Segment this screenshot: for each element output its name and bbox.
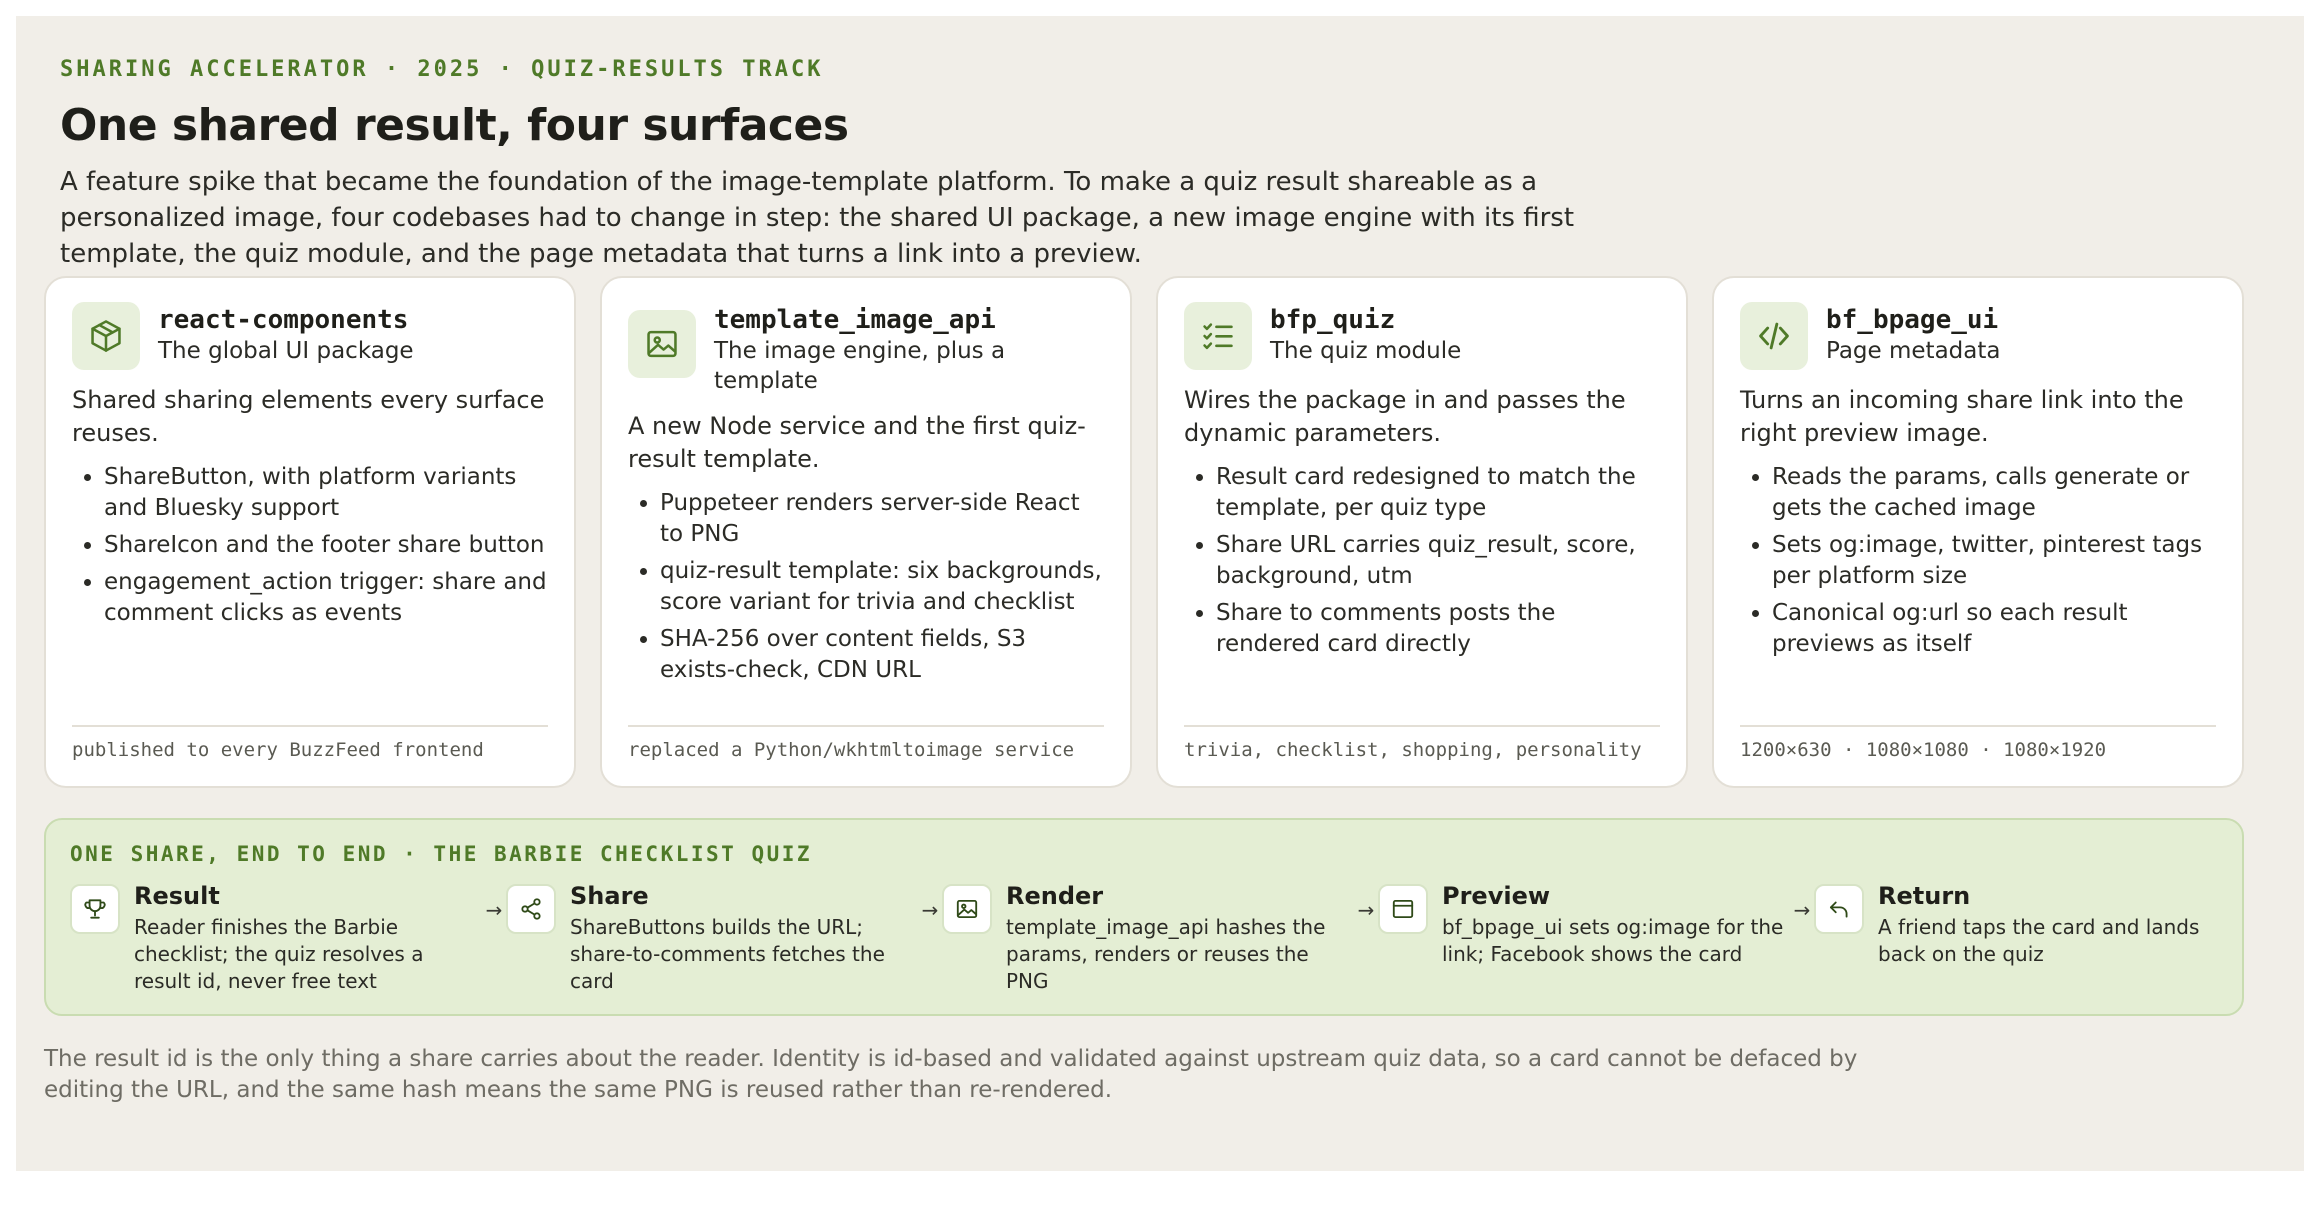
flow-arrow: → xyxy=(921,898,939,922)
eyebrow-label: SHARING ACCELERATOR · 2025 · QUIZ-RESULTS TRACK xyxy=(60,57,824,82)
step-text: bf_bpage_ui sets og:image for the link; Facebook shows the card xyxy=(1442,915,1784,966)
step-title: Preview xyxy=(1442,882,1551,910)
list-item: • Share to comments posts the rendered card directly xyxy=(1216,598,1660,660)
card-description: Turns an incoming share link into the right preview image. xyxy=(1740,386,2184,447)
step-text: template_image_api hashes the params, renders or reuses the PNG xyxy=(1006,915,1326,993)
step-title: Return xyxy=(1878,882,1971,910)
flow-step-return xyxy=(1814,884,2224,968)
card-name: template_image_api xyxy=(714,305,996,335)
step-text: ShareButtons builds the URL; share-to-comments fetches the card xyxy=(570,915,885,993)
page-title: One shared result, four surfaces xyxy=(60,100,849,151)
return-arrow-icon xyxy=(1814,884,1864,934)
package-icon xyxy=(72,302,140,370)
end-to-end-flow xyxy=(44,818,2244,1016)
card-footer: published to every BuzzFeed frontend xyxy=(72,725,548,764)
step-text: Reader finishes the Barbie checklist; the quiz resolves a result id, never free text xyxy=(134,915,424,993)
code-icon xyxy=(1740,302,1808,370)
card-bfp-quiz xyxy=(1156,276,1688,788)
flow-step-preview xyxy=(1378,884,1788,968)
checklist-icon xyxy=(1184,302,1252,370)
card-header xyxy=(1740,302,2216,370)
footnote: The result id is the only thing a share carries about the reader. Identity is id-based and validated against upstream quiz data, so a card cannot be defaced by editing the URL, and the same hash means the same PNG is reused rather than re-rendered. xyxy=(44,1046,1858,1103)
step-title: Result xyxy=(134,882,220,910)
card-subtitle: Page metadata xyxy=(1826,338,2001,364)
flow-step-render xyxy=(942,884,1352,995)
card-template-image-api xyxy=(600,276,1132,788)
list-item: • Sets og:image, twitter, pinterest tags per platform size xyxy=(1772,530,2216,592)
card-bullets xyxy=(1740,462,2216,660)
list-item: • SHA-256 over content fields, S3 exists-check, CDN URL xyxy=(660,624,1104,686)
card-description: Wires the package in and passes the dynamic parameters. xyxy=(1184,386,1626,447)
card-name: bfp_quiz xyxy=(1270,305,1396,335)
card-header xyxy=(628,302,1104,396)
share-icon xyxy=(506,884,556,934)
card-subtitle: The quiz module xyxy=(1270,338,1462,364)
browser-window-icon xyxy=(1378,884,1428,934)
list-item: • ShareIcon and the footer share button xyxy=(104,530,548,561)
list-item: • Share URL carries quiz_result, score, background, utm xyxy=(1216,530,1660,592)
list-item: • engagement_action trigger: share and comment clicks as events xyxy=(104,567,548,629)
card-description: Shared sharing elements every surface reuses. xyxy=(72,386,545,447)
card-header xyxy=(72,302,548,370)
step-title: Share xyxy=(570,882,649,910)
flow-arrow: → xyxy=(485,898,503,922)
card-bullets xyxy=(1184,462,1660,660)
codebase-cards xyxy=(44,276,2244,788)
card-subtitle: The global UI package xyxy=(158,338,414,364)
flow-step-share xyxy=(506,884,916,995)
step-text: A friend taps the card and lands back on the quiz xyxy=(1878,915,2200,966)
card-bullets xyxy=(72,462,548,629)
list-item: • Reads the params, calls generate or gets the cached image xyxy=(1772,462,2216,524)
list-item: • Puppeteer renders server-side React to PNG xyxy=(660,488,1104,550)
step-title: Render xyxy=(1006,882,1104,910)
flow-steps xyxy=(70,884,2222,1004)
flow-label: ONE SHARE, END TO END · THE BARBIE CHECKLIST QUIZ xyxy=(70,842,813,866)
card-bf-bpage-ui xyxy=(1712,276,2244,788)
flow-step-result xyxy=(70,884,480,995)
card-header xyxy=(1184,302,1660,370)
trophy-icon xyxy=(70,884,120,934)
card-description: A new Node service and the first quiz-result template. xyxy=(628,412,1086,473)
card-footer: replaced a Python/wkhtmltoimage service xyxy=(628,725,1104,764)
intro-paragraph: A feature spike that became the foundation of the image-template platform. To make a quiz result shareable as a personalized image, four codebases had to change in step: the shared UI package, a new image engine with its first template, the quiz module, and the page metadata that turns a link into a preview. xyxy=(60,167,1575,269)
card-react-components xyxy=(44,276,576,788)
list-item: • Canonical og:url so each result previews as itself xyxy=(1772,598,2216,660)
flow-arrow: → xyxy=(1357,898,1375,922)
card-subtitle: The image engine, plus a template xyxy=(714,338,1006,394)
card-name: react-components xyxy=(158,305,409,335)
list-item: • ShareButton, with platform variants and Bluesky support xyxy=(104,462,548,524)
card-footer: 1200×630 · 1080×1080 · 1080×1920 xyxy=(1740,725,2216,764)
card-bullets xyxy=(628,488,1104,686)
flow-arrow: → xyxy=(1793,898,1811,922)
card-name: bf_bpage_ui xyxy=(1826,305,1999,335)
list-item: • quiz-result template: six backgrounds, score variant for trivia and checklist xyxy=(660,556,1104,618)
image-icon xyxy=(628,310,696,378)
list-item: • Result card redesigned to match the template, per quiz type xyxy=(1216,462,1660,524)
card-footer: trivia, checklist, shopping, personality xyxy=(1184,725,1660,764)
image-icon xyxy=(942,884,992,934)
